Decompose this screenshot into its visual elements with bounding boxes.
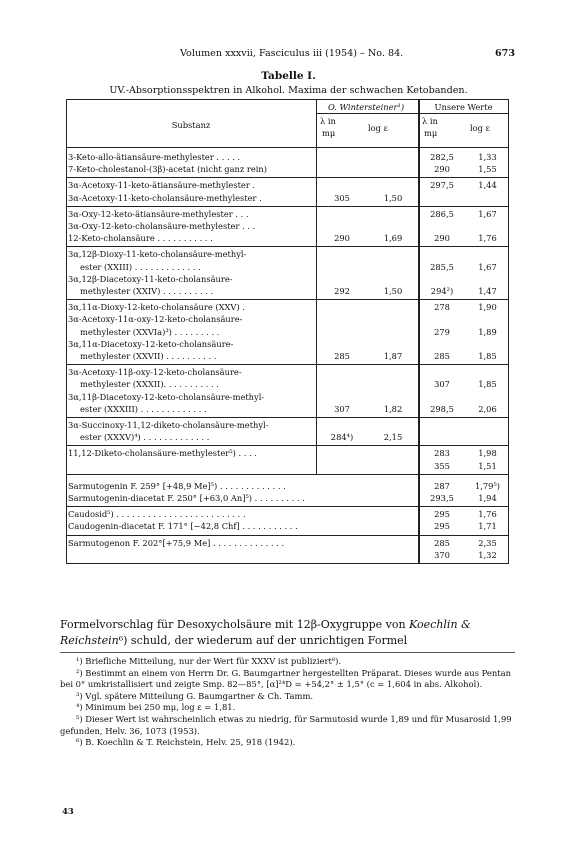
header-substanz: Substanz <box>171 120 211 130</box>
substance-name: methylester (XXIV) . . . . . . . . . . <box>80 286 214 296</box>
table-title: Tabelle I. <box>261 70 316 82</box>
row-rule <box>66 417 509 418</box>
table-left-rule <box>66 99 67 563</box>
substance-name: 3α,12β-Dioxy-11-keto-cholansäure-methyl- <box>68 249 247 260</box>
unsere-log: 1,67 <box>478 261 497 272</box>
unsere-lambda: 279 <box>434 326 450 337</box>
substance-name: 3α-Acetoxy-11α-oxy-12-keto-cholansäure- <box>68 314 243 325</box>
unsere-log: 1,51 <box>478 460 497 471</box>
absorption-table <box>66 99 509 599</box>
table-top-rule <box>66 99 509 100</box>
unsere-lambda: 294²) <box>430 286 454 296</box>
wintersteiner-lambda: 290 <box>334 233 350 244</box>
substance-name: 3α-Succinoxy-11,12-diketo-cholansäure-methyl- <box>68 420 269 430</box>
unsere-lambda: 282,5 <box>430 152 454 162</box>
unsere-lambda: 355 <box>434 460 450 471</box>
unsere-log: 1,67 <box>478 208 497 219</box>
running-header <box>60 48 515 62</box>
unsere-lambda: 307 <box>434 379 450 390</box>
substance-name: methylester (XXXII). . . . . . . . . . . <box>80 379 219 390</box>
wintersteiner-log: 1,82 <box>383 403 403 414</box>
wide-substance-name: Sarmutogenin F. 259° [+48,9 Me]⁵) . . . . . . . . . . . . . <box>68 480 286 491</box>
wintersteiner-lambda: 292 <box>334 286 350 296</box>
wintersteiner-log: 1,69 <box>383 233 403 244</box>
unsere-lambda: 293,5 <box>430 493 454 503</box>
substance-name: 3α-Acetoxy-11β-oxy-12-keto-cholansäure- <box>68 367 242 378</box>
wide-row-rule <box>66 506 509 507</box>
body-paragraph <box>60 617 515 649</box>
unsere-log: 1,85 <box>478 379 497 390</box>
row-rule <box>66 177 509 178</box>
wide-row-rule <box>66 535 509 536</box>
unsere-log: 1,44 <box>478 180 497 191</box>
substance-name: 3α-Oxy-12-keto-cholansäure-methylester . . . <box>68 221 256 231</box>
table-caption: UV.-Absorptionsspektren in Alkohol. Maxima der schwachen Ketobanden. <box>109 85 468 96</box>
substance-name: 3α-Acetoxy-11-keto-ätiansäure-methylester . <box>68 180 256 191</box>
unsere-log: 1,47 <box>478 286 497 296</box>
unsere-log: 2,06 <box>478 403 497 414</box>
body-text-part2: ⁶) schuld, der wiederum auf der unrichtigen Formel <box>118 634 408 647</box>
substance-name: 3α,11α-Diacetoxy-12-keto-cholansäure- <box>68 338 234 349</box>
row-rule <box>66 299 509 300</box>
unsere-log: 1,90 <box>478 302 497 313</box>
row-rule <box>66 246 509 247</box>
signature-mark: 43 <box>62 807 74 817</box>
footnotes <box>60 656 515 749</box>
wintersteiner-log: 1,50 <box>383 192 403 203</box>
unsere-log: 1,98 <box>478 448 497 459</box>
body-text-author: Koechlin & Reichstein <box>60 618 471 647</box>
wintersteiner-lambda: 284⁴) <box>330 432 354 443</box>
unsere-lambda: 297,5 <box>430 180 454 191</box>
unsere-lambda: 290 <box>434 164 450 175</box>
substance-name: 3α,11β-Diacetoxy-12-keto-cholansäure-methyl- <box>68 391 265 402</box>
wintersteiner-log: 1,50 <box>383 286 403 296</box>
unsere-log: 1,94 <box>478 493 497 503</box>
header-bottom-rule <box>66 147 509 148</box>
unsere-log: 2,35 <box>478 537 497 548</box>
substance-name: 11,12-Diketo-cholansäure-methylester⁵) . . . . <box>68 448 257 459</box>
header-logeps: log ε <box>368 123 388 133</box>
substance-name: 3α-Oxy-12-keto-ätiansäure-methylester . . . <box>68 208 249 219</box>
wide-row-rule <box>66 563 509 564</box>
unsere-log: 1,76 <box>478 509 497 520</box>
unsere-log: 1,76 <box>478 233 497 244</box>
substance-name: ester (XXXIII) . . . . . . . . . . . . . <box>80 403 207 414</box>
unsere-log: 1,89 <box>478 326 497 337</box>
header-mid-rule <box>316 113 509 114</box>
substance-name: methylester (XXVII) . . . . . . . . . . <box>80 351 217 361</box>
substance-name: 3α,12β-Diacetoxy-11-keto-cholansäure- <box>68 273 233 284</box>
unsere-lambda: 285 <box>434 351 450 361</box>
body-text-part1: Formelvorschlag für Desoxycholsäure mit 12β-Oxygruppe von <box>60 618 410 631</box>
unsere-lambda: 285,5 <box>430 261 454 272</box>
unsere-lambda: 285 <box>434 537 450 548</box>
unsere-lambda: 278 <box>434 302 450 313</box>
header-unsere-werte: Unsere Werte <box>434 102 493 112</box>
substance-name: 3-Keto-allo-ätiansäure-methylester . . . . . <box>68 152 241 162</box>
row-rule <box>66 364 509 365</box>
header-lambda-unit: mμ <box>424 128 438 138</box>
wintersteiner-log: 2,15 <box>383 432 403 443</box>
substance-name: methylester (XXVIa)³) . . . . . . . . . <box>80 326 220 337</box>
page-number: 673 <box>494 48 515 59</box>
wide-substance-name: Caudogenin-diacetat F. 171° [−42,8 Chf] . . . . . . . . . . . <box>68 521 298 532</box>
header-lambda-unit: mμ <box>322 128 336 138</box>
unsere-lambda: 290 <box>434 233 450 244</box>
footnote-1: ¹) Briefliche Mitteilung, nur der Wert für XXXV ist publiziert⁸). <box>76 656 342 666</box>
unsere-log: 1,79⁵) <box>474 480 501 491</box>
unsere-lambda: 287 <box>434 480 450 491</box>
footnote-3: ³) Vgl. spätere Mitteilung G. Baumgartner & Ch. Tamm. <box>76 690 314 701</box>
substance-name: 3α,11α-Dioxy-12-keto-cholansäure (XXV) . <box>68 302 245 313</box>
substance-name: ester (XXXV)⁴) . . . . . . . . . . . . . <box>80 432 210 443</box>
wide-substance-name: Sarmutogenin-diacetat F. 250° [+63,0 An]⁵) . . . . . . . . . . <box>68 493 305 503</box>
unsere-lambda: 295 <box>434 521 450 532</box>
header-lambda: λ in <box>320 116 336 126</box>
unsere-log: 1,55 <box>478 164 497 175</box>
footnote-4: ⁴) Minimum bei 250 mμ, log ε = 1,81. <box>76 702 236 713</box>
row-rule <box>66 474 509 475</box>
col-rule-wintersteiner <box>316 99 317 474</box>
header-logeps: log ε <box>470 123 490 133</box>
footnote-5: ⁵) Dieser Wert ist wahrscheinlich etwas zu niedrig, für Sarmutosid wurde 1,89 und für Musarosid 1,99 gefunden, Helv. 36, 1073 (1953). <box>60 713 512 736</box>
substance-name: ester (XXIII) . . . . . . . . . . . . . <box>80 261 201 272</box>
unsere-log: 1,85 <box>478 351 497 361</box>
footnote-rule <box>60 652 515 653</box>
wide-substance-name: Sarmutogenon F. 202°[+75,9 Me] . . . . . . . . . . . . . . <box>68 537 285 548</box>
unsere-log: 1,32 <box>478 549 497 560</box>
unsere-lambda: 295 <box>434 509 450 520</box>
wintersteiner-lambda: 305 <box>334 192 350 203</box>
header-lambda: λ in <box>422 116 438 126</box>
wintersteiner-log: 1,87 <box>383 351 403 361</box>
substance-name: 12-Keto-cholansäure . . . . . . . . . . . <box>68 233 213 244</box>
footnote-2: ²) Bestimmt an einem von Herrn Dr. G. Baumgartner hergestellten Präparat. Dieses wurde aus Pentan bei 0° umkristallisiert und zeigte Smp. 82—85°, [α]²⁴D = +54,2° ± 1,5° (c = 1,604 in abs. Alkohol). <box>60 667 512 690</box>
wintersteiner-lambda: 307 <box>334 403 350 414</box>
unsere-lambda: 286,5 <box>430 208 454 219</box>
unsere-log: 1,71 <box>478 521 497 532</box>
unsere-lambda: 298,5 <box>430 403 454 414</box>
running-head-text: Volumen xxxvii, Fasciculus iii (1954) – No. 84. <box>180 48 404 59</box>
footnote-6: ⁶) B. Koechlin & T. Reichstein, Helv. 25, 918 (1942). <box>76 737 296 748</box>
table-right-rule <box>508 99 509 563</box>
unsere-log: 1,33 <box>478 152 497 162</box>
wintersteiner-lambda: 285 <box>334 351 350 361</box>
col-rule-unsere <box>418 99 420 563</box>
substance-name: 7-Keto-cholestanol-(3β)-acetat (nicht ganz rein) <box>68 164 268 175</box>
unsere-lambda: 370 <box>434 549 450 560</box>
wide-substance-name: Caudosid⁵) . . . . . . . . . . . . . . . . . . . . . . . . . <box>68 509 246 520</box>
unsere-lambda: 283 <box>434 448 450 459</box>
substance-name: 3α-Acetoxy-11-keto-cholansäure-methylester . <box>68 192 262 203</box>
header-wintersteiner: O. Wintersteiner¹) <box>327 102 405 112</box>
row-rule <box>66 445 509 446</box>
row-rule <box>66 206 509 207</box>
